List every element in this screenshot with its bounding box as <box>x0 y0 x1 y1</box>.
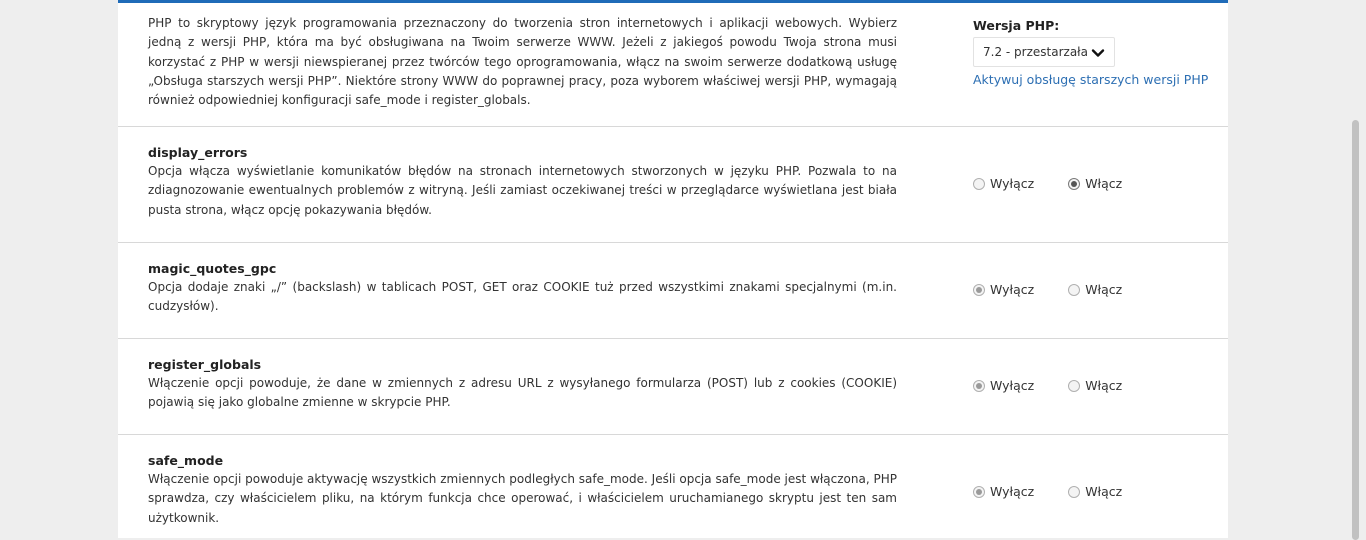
radio-on[interactable] <box>1068 176 1122 191</box>
php-version-selected-value: 7.2 - przestarzała <box>983 45 1088 59</box>
php-version-label: Wersja PHP: <box>973 18 1060 33</box>
radio-on-label: Włącz <box>1085 176 1123 191</box>
option-radio-group <box>973 378 1122 393</box>
option-text-column <box>148 143 897 220</box>
option-radio-group <box>973 282 1122 297</box>
radio-on[interactable] <box>1068 378 1122 393</box>
radio-off-circle[interactable] <box>973 178 985 190</box>
option-description: Włączenie opcji powoduje aktywację wszystkich zmiennych podległych safe_mode. Jeśli opcja safe_mode jest włączona, PHP sprawdza, czy właścicielem pliku, na którym funkcja chce operować, i właścicielem uruchamianego skryptu jest ten sam użytkownik. <box>148 472 897 525</box>
option-title: magic_quotes_gpc <box>148 261 277 276</box>
option-row-magic-quotes-gpc <box>118 243 1228 339</box>
radio-off-label: Wyłącz <box>990 176 1035 191</box>
option-row-register-globals <box>118 339 1228 435</box>
option-text-column <box>148 451 897 528</box>
option-text-column <box>148 355 897 413</box>
option-description: Opcja dodaje znaki „/” (backslash) w tablicach POST, GET oraz COOKIE tuż przed wszystkimi znakami specjalnymi (m.in. cudzysłów). <box>148 280 897 314</box>
option-radio-group <box>973 484 1122 499</box>
option-title: register_globals <box>148 357 262 372</box>
php-settings-panel <box>118 0 1228 538</box>
option-description: Opcja włącza wyświetlanie komunikatów błędów na stronach internetowych stworzonych w języku PHP. Pozwala to na zdiagnozowanie ewentualnych problemów z witryną. Jeśli zamiast oczekiwanej treści w przeglądarce wyświetlana jest biała pusta strona, włącz opcję pokazywania błędów. <box>148 164 897 217</box>
radio-on-circle-checked[interactable] <box>1068 178 1080 190</box>
radio-off[interactable] <box>973 282 1034 297</box>
option-title: display_errors <box>148 145 248 160</box>
radio-off-label: Wyłącz <box>990 378 1035 393</box>
php-version-description-column <box>148 14 897 110</box>
php-version-description: PHP to skryptowy język programowania przeznaczony do tworzenia stron internetowych i aplikacji webowych. Wybierz jedną z wersji PHP, która ma być obsługiwana na Twoim serwerze WWW. Jeżeli z jakiegoś powodu Twoja strona musi korzystać z PHP w wersji niewspieranej przez twórców tego oprogramowania, włącz na swoim serwerze dodatkową usługę „Obsługa starszych wersji PHP”. Niektóre strony WWW do poprawnej pracy, poza wyborem właściwej wersji PHP, wymagają również odpowiedniej konfiguracji safe_mode i register_globals. <box>148 16 897 108</box>
radio-on[interactable] <box>1068 484 1122 499</box>
radio-on-label: Włącz <box>1085 282 1123 297</box>
radio-on-circle[interactable] <box>1068 380 1080 392</box>
php-version-row <box>118 3 1228 127</box>
activate-legacy-php-link[interactable]: Aktywuj obsługę starszych wersji PHP <box>973 72 1209 87</box>
option-text-column <box>148 259 897 317</box>
option-row-safe-mode <box>118 435 1228 538</box>
radio-on-circle[interactable] <box>1068 486 1080 498</box>
radio-off[interactable] <box>973 484 1034 499</box>
php-version-box <box>973 17 1208 87</box>
option-title: safe_mode <box>148 453 224 468</box>
php-version-select[interactable] <box>973 37 1115 67</box>
scrollbar-thumb[interactable] <box>1352 120 1359 540</box>
radio-off-circle-checked[interactable] <box>973 486 985 498</box>
option-row-display-errors <box>118 127 1228 243</box>
radio-off-circle-checked[interactable] <box>973 284 985 296</box>
option-radio-group <box>973 176 1122 191</box>
option-description: Włączenie opcji powoduje, że dane w zmiennych z adresu URL z wysyłanego formularza (POST) lub z cookies (COOKIE) pojawią się jako globalne zmienne w skrypcie PHP. <box>148 376 897 410</box>
radio-on[interactable] <box>1068 282 1122 297</box>
radio-off-label: Wyłącz <box>990 282 1035 297</box>
radio-off-circle-checked[interactable] <box>973 380 985 392</box>
radio-off[interactable] <box>973 378 1034 393</box>
radio-off-label: Wyłącz <box>990 484 1035 499</box>
radio-on-label: Włącz <box>1085 378 1123 393</box>
radio-on-circle[interactable] <box>1068 284 1080 296</box>
chevron-down-icon <box>1091 46 1105 60</box>
radio-on-label: Włącz <box>1085 484 1123 499</box>
radio-off[interactable] <box>973 176 1034 191</box>
